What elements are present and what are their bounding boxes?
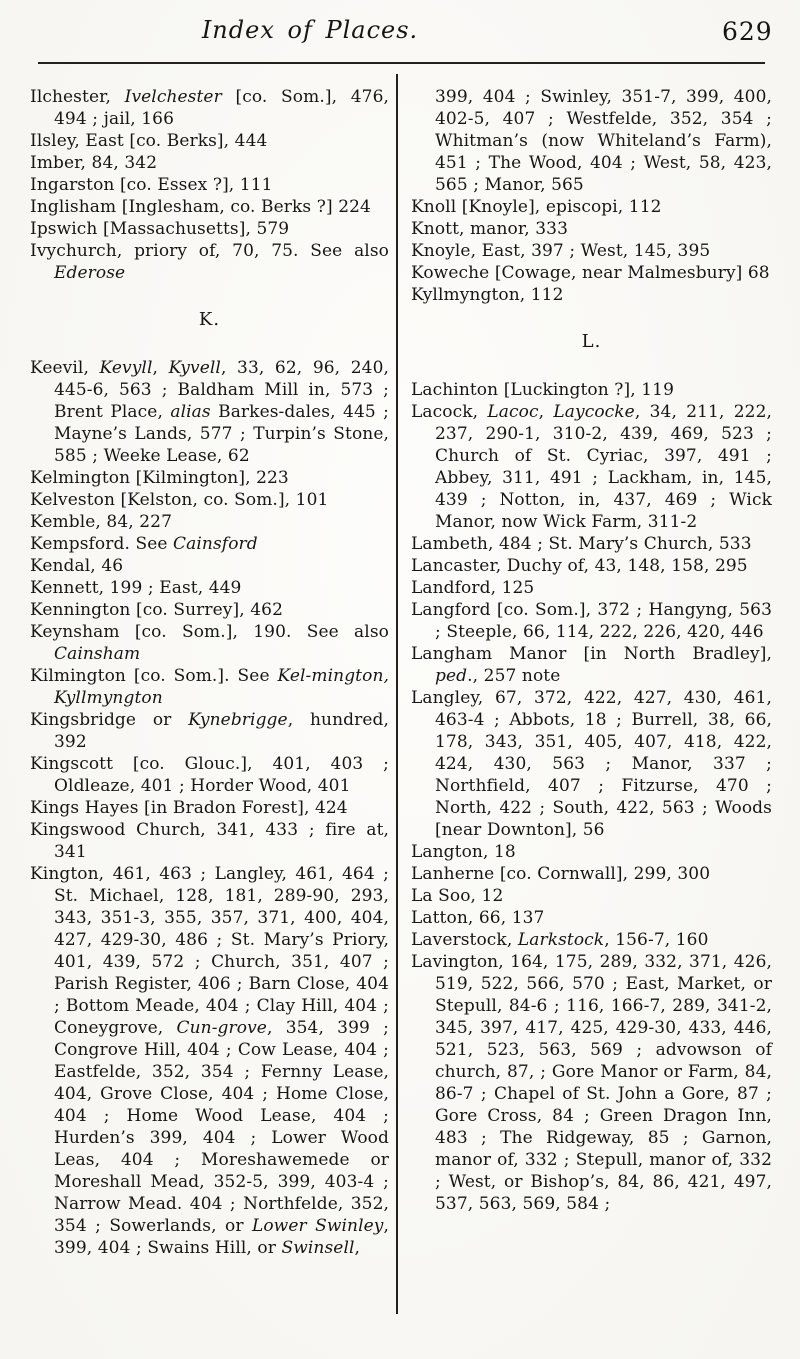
index-entry: Kelveston [Kelston, co. Som.], 101 (30, 490, 329, 510)
variant-name-italic: Cainsham (54, 644, 141, 664)
index-entry: Lancaster, Duchy of, 43, 148, 158, 295 (411, 556, 748, 576)
index-entry: Lambeth, 484 ; St. Mary’s Church, 533 (411, 534, 752, 554)
column-divider (396, 74, 398, 1314)
index-entry: Lanherne [co. Cornwall], 299, 300 (411, 864, 711, 884)
index-entry: Ilchester, Ivelchester [co. Som.], 476, 494 ; jail, 166 (30, 87, 389, 129)
right-column (411, 86, 772, 1215)
index-entry: Langley, 67, 372, 422, 427, 430, 461, 463-4 ; Abbots, 18 ; Burrell, 38, 66, 178, 343, 351, 405, 407, 418, 422, 424, 430, 563 ; Manor, 337 ; Northfield, 407 ; Fitzurse, 470 ; North, 422 ; South, 422, 563 ; Woods [near Downton], 56 (411, 688, 772, 840)
index-entry: Kelmington [Kilmington], 223 (30, 468, 289, 488)
index-entry: Lacock, Lacoc, Laycocke, 34, 211, 222, 237, 290-1, 310-2, 439, 469, 523 ; Church of St. Cyriac, 397, 491 ; Abbey, 311, 491 ; Lackham, in, 145, 439 ; Notton, in, 437, 469 ; Wick Manor, now Wick Farm, 311-2 (411, 402, 772, 532)
variant-name-italic: ped (435, 666, 468, 686)
index-entry: La Soo, 12 (411, 886, 504, 906)
index-entry: Latton, 66, 137 (411, 908, 545, 928)
index-entry: Lavington, 164, 175, 289, 332, 371, 426, 519, 522, 566, 570 ; East, Market, or Stepull, 84-6 ; 116, 166-7, 289, 341-2, 345, 397, 417, 425, 429-30, 433, 446, 521, 523, 563, 569 ; advowson of church, 87, ; Gore Manor or Farm, 84, 86-7 ; Chapel of St. John a Gore, 87 ; Gore Cross, 84 ; Green Dragon Inn, 483 ; The Ridgeway, 85 ; Garnon, manor of, 332 ; Stepull, manor of, 332 ; West, or Bishop’s, 84, 86, 421, 497, 537, 563, 569, 584 ; (411, 952, 772, 1214)
variant-name-italic: Swinsell (281, 1238, 355, 1258)
index-entry: Kington, 461, 463 ; Langley, 461, 464 ; St. Michael, 128, 181, 289-90, 293, 343, 351-3, 355, 357, 371, 400, 404, 427, 429-30, 486 ; St. Mary’s Priory, 401, 439, 572 ; Church, 351, 407 ; Parish Register, 406 ; Barn Close, 404 ; Bottom Meade, 404 ; Clay Hill, 404 ; Coneygrove, Cun-grove, 354, 399 ; Congrove Hill, 404 ; Cow Lease, 404 ; Eastfelde, 352, 354 ; Fernny Lease, 404, Grove Close, 404 ; Home Close, 404 ; Home Wood Lease, 404 ; Hurden’s 399, 404 ; Lower Wood Leas, 404 ; Moreshawemede or Moreshall Mead, 352-5, 399, 403-4 ; Narrow Mead. 404 ; Northfelde, 352, 354 ; Sowerlands, or Lower Swinley, 399, 404 ; Swains Hill, or Swinsell, (30, 864, 390, 1258)
variant-name-italic: Larkstock (517, 930, 605, 950)
index-entry: Kemble, 84, 227 (30, 512, 172, 532)
index-entry: Inglisham [Inglesham, co. Berks ?] 224 (30, 197, 371, 217)
index-entry: Keynsham [co. Som.], 190. See also Cainsham (30, 622, 389, 664)
index-entry: Kyllmyngton, 112 (411, 285, 564, 305)
index-entry: Keevil, Kevyll, Kyvell, 33, 62, 96, 240, 445-6, 563 ; Baldham Mill in, 573 ; Brent Place, alias Barkes-dales, 445 ; Mayne’s Lands, 577 ; Turpin’s Stone, 585 ; Weeke Lease, 62 (30, 358, 389, 466)
variant-name-italic: Kevyll (99, 358, 153, 378)
index-entry: Knoll [Knoyle], episcopi, 112 (411, 197, 662, 217)
index-entry-continuation: 399, 404 ; Swinley, 351-7, 399, 400, 402-5, 407 ; Westfelde, 352, 354 ; Whitman’s (now Whiteland’s Farm), 451 ; The Wood, 404 ; West, 58, 423, 565 ; Manor, 565 (435, 87, 772, 195)
index-entry: Kingscott [co. Glouc.], 401, 403 ; Oldleaze, 401 ; Horder Wood, 401 (30, 754, 389, 796)
index-entry: Knott, manor, 333 (411, 219, 569, 239)
left-column (30, 86, 389, 1259)
variant-name-italic: alias (170, 402, 211, 422)
index-entry: Ilsley, East [co. Berks], 444 (30, 131, 268, 151)
variant-name-italic: Ederose (54, 263, 126, 283)
variant-name-italic: Kynebrigge (188, 710, 288, 730)
page-title: Index of Places. (201, 16, 419, 44)
index-entry: Ivychurch, priory of, 70, 75. See also Ederose (30, 241, 389, 283)
variant-name-italic: Cainsford (173, 534, 258, 554)
variant-name-italic: Laycocke (553, 402, 635, 422)
index-entry: Knoyle, East, 397 ; West, 145, 395 (411, 241, 711, 261)
index-entry: Kings Hayes [in Bradon Forest], 424 (30, 798, 348, 818)
variant-name-italic: Kel-mington, Kyllmyngton (54, 666, 389, 708)
index-entry: Kingsbridge or Kynebrigge, hundred, 392 (30, 710, 389, 752)
variant-name-italic: Ivelchester (124, 87, 222, 107)
variant-name-italic: Kyvell (168, 358, 221, 378)
index-entry: Kempsford. See Cainsford (30, 534, 258, 554)
index-entry: Kendal, 46 (30, 556, 124, 576)
index-entry: Laverstock, Larkstock, 156-7, 160 (411, 930, 709, 950)
variant-name-italic: Lower Swinley (251, 1216, 384, 1236)
index-entry: Kilmington [co. Som.]. See Kel-mington, Kyllmyngton (30, 666, 389, 708)
index-entry: Lachinton [Luckington ?], 119 (411, 380, 674, 400)
index-entry: Koweche [Cowage, near Malmesbury] 68 (411, 263, 770, 283)
section-letter-heading: K. (198, 309, 221, 330)
index-entry: Kennett, 199 ; East, 449 (30, 578, 242, 598)
index-entry: Kingswood Church, 341, 433 ; fire at, 341 (30, 820, 389, 862)
variant-name-italic: Lacoc (487, 402, 539, 422)
index-entry: Landford, 125 (411, 578, 535, 598)
index-entry: Kennington [co. Surrey], 462 (30, 600, 283, 620)
section-letter-heading: L. (581, 331, 602, 352)
index-entry: Ipswich [Massachusetts], 579 (30, 219, 290, 239)
index-entry: Ingarston [co. Essex ?], 111 (30, 175, 273, 195)
index-entry: Langford [co. Som.], 372 ; Hangyng, 563 ; Steeple, 66, 114, 222, 226, 420, 446 (411, 600, 772, 642)
page-number: 629 (722, 17, 773, 46)
index-entry: Imber, 84, 342 (30, 153, 158, 173)
variant-name-italic: Cun-grove (176, 1018, 267, 1038)
index-entry: Langton, 18 (411, 842, 516, 862)
index-entry: Langham Manor [in North Bradley], ped., 257 note (411, 644, 772, 686)
header-rule (38, 62, 765, 64)
